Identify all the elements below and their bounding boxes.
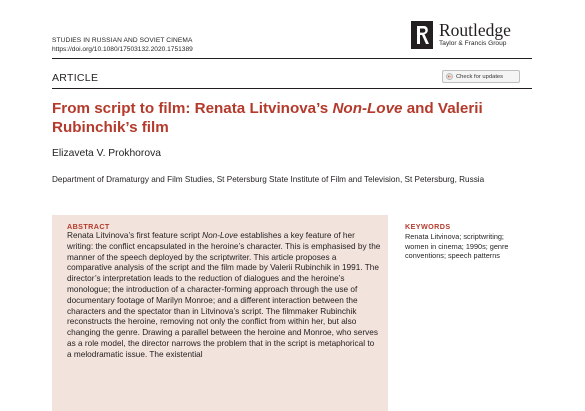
publisher-name: Routledge xyxy=(439,20,511,40)
routledge-r-logo-icon xyxy=(411,21,433,49)
journal-header xyxy=(52,37,193,54)
title-italic: Non-Love xyxy=(332,100,403,117)
article-title xyxy=(52,99,532,137)
publisher-tagline: Taylor & Francis Group xyxy=(439,40,507,47)
title-part-2: and Valerii Rubinchik’s film xyxy=(52,100,483,136)
check-updates-icon xyxy=(446,73,453,80)
abstract-lead: Renata Litvinova’s first feature script xyxy=(67,231,203,240)
keywords-heading: KEYWORDS xyxy=(405,222,451,231)
check-updates-label: Check for updates xyxy=(456,73,504,80)
publisher-brand xyxy=(411,21,511,49)
abstract-heading: ABSTRACT xyxy=(67,222,110,231)
article-rule xyxy=(52,88,532,89)
abstract-text xyxy=(67,231,381,361)
check-for-updates-button[interactable] xyxy=(442,70,520,83)
author-affiliation: Department of Dramaturgy and Film Studies, St Petersburg State Institute of Film and Television, St Petersburg, Russia xyxy=(52,175,485,184)
article-type-label: ARTICLE xyxy=(52,72,99,84)
doi-link[interactable]: https://doi.org/10.1080/17503132.2020.1751389 xyxy=(52,45,193,53)
abstract-italic: Non-Love xyxy=(202,231,238,240)
title-part-1: From script to film: Renata Litvinova’s xyxy=(52,100,333,117)
header-rule xyxy=(52,58,532,59)
keywords-list: Renata Litvinova; scriptwriting; women in cinema; 1990s; genre conventions; speech patterns xyxy=(405,232,509,261)
journal-name: STUDIES IN RUSSIAN AND SOVIET CINEMA xyxy=(52,37,193,44)
abstract-box xyxy=(52,215,388,411)
abstract-body: establishes a key feature of her writing: the conflict encapsulated in the heroine’s character. This is emphasised by the manner of the speech deployed by the scriptwriter. This article proposes a comparative analysis of the script and the film made by Valerii Rubinchik in 1991. The director’s interpretation leads to the reduction of dialogues and the heroine’s monologue; the introduction of a character-forming approach through the use of documentary footage of Marilyn Monroe; and a different interaction between the characters and the spectator than in Litvinova’s script. The filmmaker Rubinchik reconstructs the heroine, removing not only the conflict from within her, but also changing the genre. Drawing a parallel between the heroine and Monroe, who serves as a role model, the director narrows the problem that in the script is metaphorical to a melodramatic issue. The existential xyxy=(67,231,381,359)
author-name[interactable]: Elizaveta V. Prokhorova xyxy=(52,148,161,159)
